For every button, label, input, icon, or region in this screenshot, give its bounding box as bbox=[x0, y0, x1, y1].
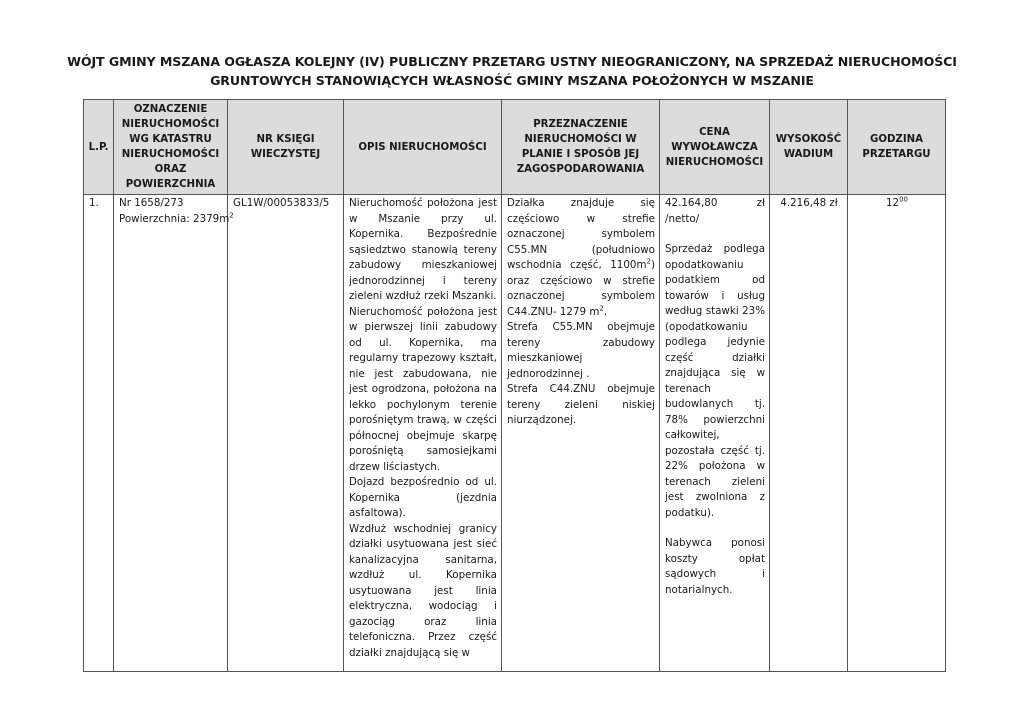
header-lp: L.P. bbox=[84, 100, 114, 195]
price-costs-note: Nabywca ponosi koszty opłat sądowych i notarialnych. bbox=[665, 537, 765, 596]
table-header-row bbox=[84, 100, 946, 195]
title-line-2: GRUNTOWYCH STANOWIĄCYCH WŁASNOŚĆ GMINY MSZANA POŁOŻONYCH W MSZANIE bbox=[210, 73, 814, 88]
cell-deposit bbox=[770, 195, 848, 672]
description-paragraph: Wzdłuż wschodniej granicy działki usytuowana jest sieć kanalizacyjna sanitarna, wzdłuż ul. Kopernika usytuowana jest linia elektryczna, wodociąg i gazociąg oraz linia telefoniczna. Przez część działki znajdującą się w bbox=[349, 522, 497, 659]
header-deposit: WYSOKOŚĆ WADIUM bbox=[770, 100, 848, 195]
time-minutes: 00 bbox=[899, 195, 909, 204]
header-purpose: PRZEZNACZENIE NIERUCHOMOŚCI W PLANIE I SPOSÓB JEJ ZAGOSPODAROWANIA bbox=[502, 100, 660, 195]
cell-purpose bbox=[502, 195, 660, 672]
purpose-sup: 2 bbox=[599, 304, 604, 313]
purpose-text: . bbox=[603, 305, 608, 318]
cell-land-register bbox=[228, 195, 344, 672]
area-unit-sup: 2 bbox=[229, 211, 234, 220]
purpose-text: Działka znajduje się częściowo w strefie oznaczonej symbolem C55.MN (południowo wschodnia część, 1100m bbox=[507, 197, 655, 271]
auction-table bbox=[83, 99, 946, 672]
description-paragraph: Dojazd bezpośrednio od ul. Kopernika (jezdnia asfaltowa). bbox=[349, 476, 497, 519]
cell-lp bbox=[84, 195, 114, 672]
table-row bbox=[84, 195, 946, 672]
header-land-register: NR KSIĘGI WIECZYSTEJ bbox=[228, 100, 344, 195]
deposit-value: 4.216,48 zł bbox=[780, 197, 838, 209]
cell-time bbox=[848, 195, 946, 672]
price-vat-note: Sprzedaż podlega opodatkowaniu podatkiem od towarów i usług według stawki 23% (opodatkowaniu podlega jedynie część działki znajdująca się w terenach budowlanych tj. 78% powierzchni całkowitej, pozostała część tj. 22% położona w terenach zieleni jest zwolniona z podatku). bbox=[665, 243, 765, 519]
purpose-paragraph: Strefa C55.MN obejmuje tereny zabudowy mieszkaniowej jednorodzinnej . bbox=[507, 321, 655, 380]
parcel-number: Nr 1658/273 bbox=[119, 197, 184, 209]
header-time: GODZINA PRZETARGU bbox=[848, 100, 946, 195]
purpose-text: ) oraz częściowo w strefie oznaczonej symbolem C44.ZNU- 1279 m bbox=[507, 259, 655, 318]
parcel-area bbox=[119, 211, 234, 228]
land-register-value: GL1W/00053833/5 bbox=[233, 197, 330, 209]
page-title bbox=[60, 52, 964, 90]
title-line-1: WÓJT GMINY MSZANA OGŁASZA KOLEJNY (IV) PUBLICZNY PRZETARG USTNY NIEOGRANICZONY, NA SPRZEDAŻ NIERUCHOMOŚCI bbox=[67, 54, 957, 69]
cell-description bbox=[344, 195, 502, 672]
purpose-paragraph bbox=[507, 196, 655, 320]
description-paragraph: Nieruchomość położona jest w pierwszej linii zabudowy od ul. Kopernika, ma regularny trapezowy kształt, nie jest zabudowana, nie jest ogrodzona, położona na lekko pochylonym terenie porośniętym trawą, w części północnej obejmuje skarpę porośniętą samosiejkami drzew liściastych. bbox=[349, 305, 497, 473]
cell-designation bbox=[114, 195, 234, 672]
header-price: CENA WYWOŁAWCZA NIERUCHOMOŚCI bbox=[660, 100, 770, 195]
time-hour: 12 bbox=[885, 197, 900, 209]
header-description: OPIS NIERUCHOMOŚCI bbox=[344, 100, 502, 195]
header-designation: OZNACZENIE NIERUCHOMOŚCI WG KATASTRU NIERUCHOMOŚCI ORAZ POWIERZCHNIA bbox=[114, 100, 228, 195]
purpose-paragraph: Strefa C44.ZNU obejmuje tereny zieleni niskiej niurządzonej. bbox=[507, 383, 655, 426]
price-amount: 42.164,80 zł /netto/ bbox=[665, 197, 765, 225]
area-label: Powierzchnia: 2379m bbox=[119, 212, 230, 225]
purpose-sup: 2 bbox=[646, 257, 651, 266]
time-value bbox=[848, 195, 945, 212]
lp-value: 1. bbox=[89, 197, 99, 209]
cell-price bbox=[660, 195, 770, 672]
description-paragraph: Nieruchomość położona jest w Mszanie przy ul. Kopernika. Bezpośrednie sąsiedztwo stanowią tereny zabudowy mieszkaniowej jednorodzinnej i tereny zieleni wzdłuż rzeki Mszanki. bbox=[349, 197, 497, 302]
